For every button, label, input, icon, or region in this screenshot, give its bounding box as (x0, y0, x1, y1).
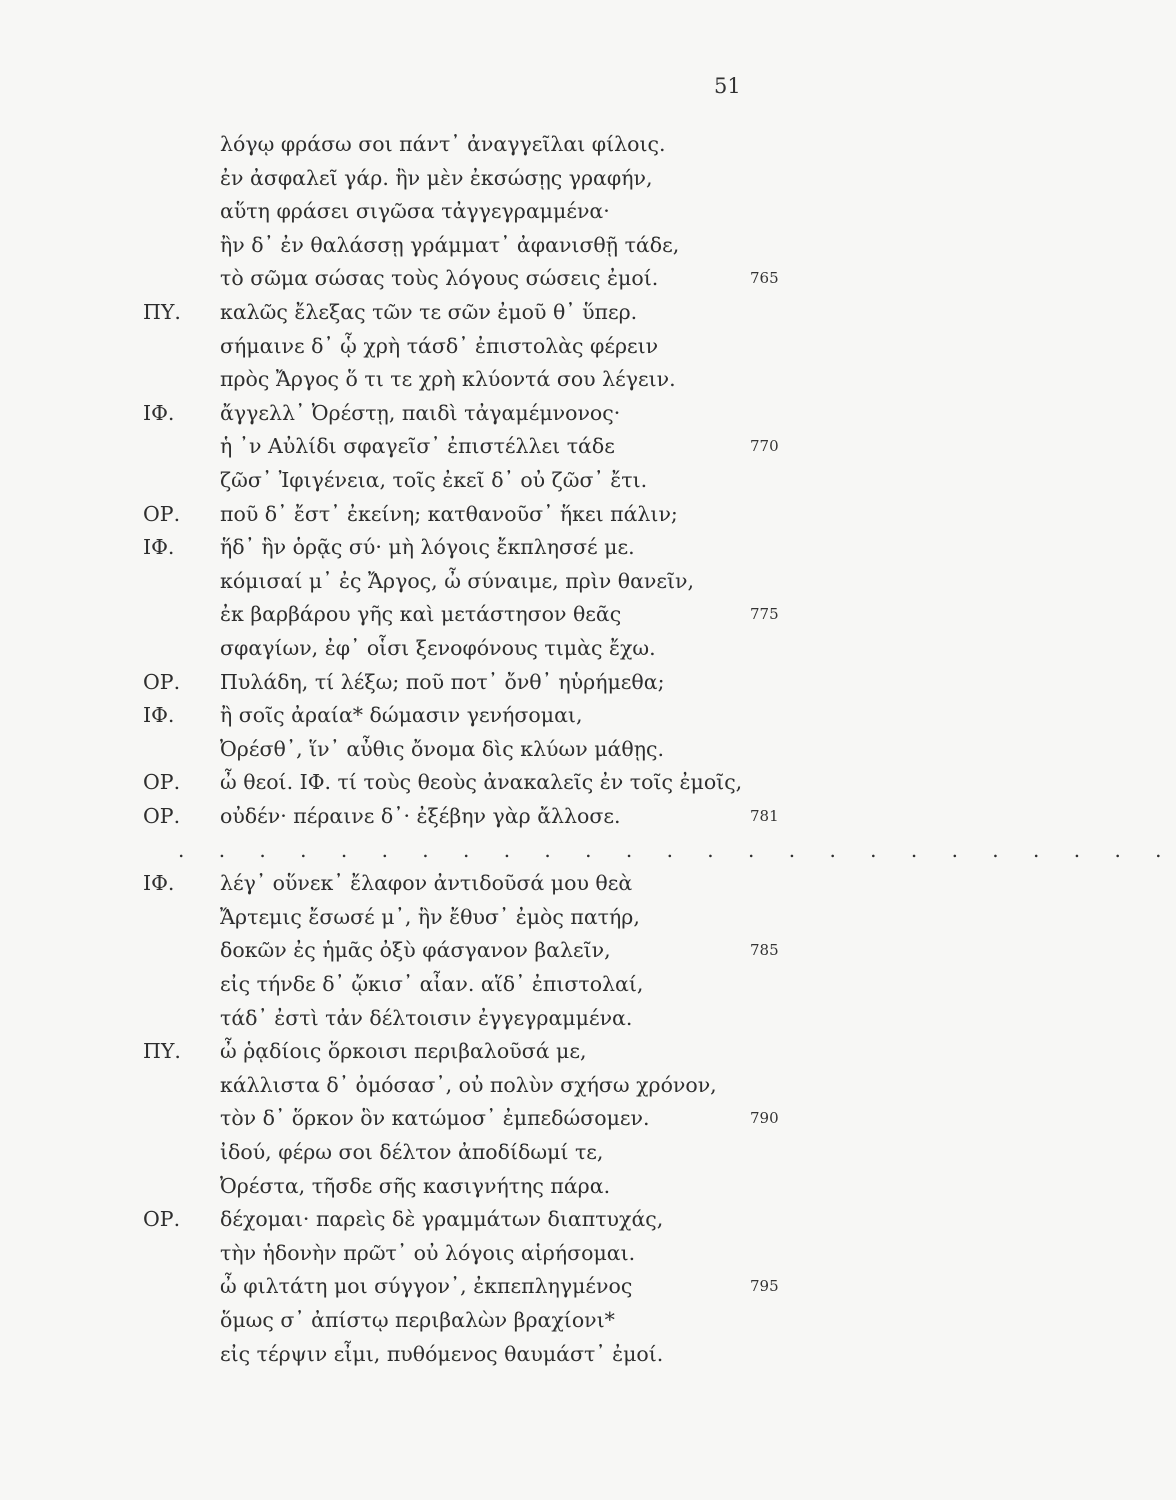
speaker-label: ΟΡ. (143, 1207, 181, 1232)
verse-line (0, 967, 924, 1001)
verse-text: ἰδού, φέρω σοι δέλτον ἀποδίδωμί τε, (220, 1140, 604, 1164)
verse-text: Πυλάδη, τί λέξω; ποῦ ποτ᾽ ὄνθ᾽ ηὑρήμεθα; (220, 669, 665, 694)
verse-text: σήμαινε δ᾽ ᾧ χρὴ τάσδ᾽ ἐπιστολὰς φέρειν (220, 333, 659, 358)
verse-text: ἡ ᾽ν Αὐλίδι σφαγεῖσ᾽ ἐπιστέλλει τάδε (220, 434, 615, 459)
verse-text: ἄγγελλ᾽ Ὀρέστῃ, παιδὶ τἀγαμέμνονος· (220, 400, 621, 425)
verse-line (0, 1135, 924, 1169)
verse-text: ἢν δ᾽ ἐν θαλάσσῃ γράμματ᾽ ἀφανισθῇ τάδε, (220, 232, 680, 257)
verse-text: ποῦ δ᾽ ἔστ᾽ ἐκείνη; κατθανοῦσ᾽ ἥκει πάλιν; (220, 501, 678, 526)
verse-line (0, 1269, 924, 1303)
verse-text: σφαγίων, ἐφ᾽ οἷσι ξενοφόνους τιμὰς ἔχω. (220, 636, 656, 660)
verse-line (0, 933, 924, 967)
verse-text: Ὀρέσθ᾽, ἵν᾽ αὖθις ὄνομα δὶς κλύων μάθῃς. (220, 736, 665, 761)
speaker-label: ΠΥ. (143, 300, 181, 324)
speaker-label: ΟΡ. (143, 804, 181, 828)
speaker-label: ΙΦ. (143, 400, 175, 425)
verse-text: δέχομαι· παρεὶς δὲ γραμμάτων διαπτυχάς, (220, 1207, 664, 1232)
verse-text: ὦ ῥᾳδίοις ὅρκοισι περιβαλοῦσά με, (220, 1039, 587, 1064)
verse-text: καλῶς ἔλεξας τῶν τε σῶν ἐμοῦ θ᾽ ὕπερ. (220, 300, 638, 324)
verse-line (0, 698, 924, 732)
verse-line (0, 295, 924, 329)
verse-line (0, 564, 924, 598)
verse-line (0, 597, 924, 631)
verse-text: αὕτη φράσει σιγῶσα τἀγγεγραμμένα· (220, 199, 610, 224)
page-number: 51 (714, 74, 741, 98)
line-number: 781 (750, 807, 779, 825)
verse-line (0, 362, 924, 396)
verse-text: τάδ᾽ ἐστὶ τἀν δέλτοισιν ἐγγεγραμμένα. (220, 1005, 633, 1030)
verse-line (0, 228, 924, 262)
verse-text: λόγῳ φράσω σοι πάντ᾽ ἀναγγεῖλαι φίλοις. (220, 132, 666, 156)
verse-line (0, 1034, 924, 1068)
verse-text: τὸ σῶμα σώσας τοὺς λόγους σώσεις ἐμοί. (220, 266, 659, 291)
verse-text: εἰς τήνδε δ᾽ ᾤκισ᾽ αἶαν. αἵδ᾽ ἐπιστολαί, (220, 972, 644, 996)
verse-line (0, 194, 924, 228)
verse-line (0, 1236, 924, 1270)
verse-text: ὦ φιλτάτη μοι σύγγον᾽, ἐκπεπληγμένος (220, 1274, 633, 1299)
verse-text: ἥδ᾽ ἣν ὁρᾷς σύ· μὴ λόγοις ἔκπλησσέ με. (220, 535, 635, 560)
verse-text: λέγ᾽ οὕνεκ᾽ ἔλαφον ἀντιδοῦσά μου θεὰ (220, 871, 633, 896)
verse-line (0, 329, 924, 363)
verse-line (0, 900, 924, 934)
verse-line (0, 732, 924, 766)
verse-text: πρὸς Ἄργος ὅ τι τε χρὴ κλύοντά σου λέγειν. (220, 367, 676, 392)
line-number: 785 (750, 941, 779, 960)
verse-line (0, 1337, 924, 1371)
verse-text: ἐκ βαρβάρου γῆς καὶ μετάστησον θεᾶς (220, 602, 622, 627)
verse-text: τὴν ἡδονὴν πρῶτ᾽ οὐ λόγοις αἱρήσομαι. (220, 1240, 636, 1265)
verse-line (0, 1001, 924, 1035)
line-number: 765 (750, 269, 779, 288)
verse-text: ἐν ἀσφαλεῖ γάρ. ἣν μὲν ἐκσώσῃς γραφήν, (220, 165, 653, 190)
verse-text: Ἄρτεμις ἔσωσέ μ᾽, ἣν ἔθυσ᾽ ἐμὸς πατήρ, (220, 904, 640, 929)
line-number: 795 (750, 1277, 779, 1296)
verse-text: ὅμως σ᾽ ἀπίστῳ περιβαλὼν βραχίονι* (220, 1308, 615, 1332)
verse-text: κόμισαί μ᾽ ἐς Ἄργος, ὦ σύναιμε, πρὶν θανεῖν, (220, 568, 695, 593)
verse-text: κάλλιστα δ᾽ ὀμόσασ᾽, οὐ πολὺν σχήσω χρόνον, (220, 1072, 717, 1097)
verse-text: τὸν δ᾽ ὅρκον ὃν κατώμοσ᾽ ἐμπεδώσομεν. (220, 1106, 650, 1131)
ellipsis-dots: . . . . . . . . . . . . . . . . . . . . . . . . . (178, 837, 1176, 862)
speaker-label: ΠΥ. (143, 1039, 181, 1064)
verse-text: οὐδέν· πέραινε δ᾽· ἐξέβην γὰρ ἄλλοσε. (220, 804, 621, 828)
verse-text: Ὀρέστα, τῆσδε σῆς κασιγνήτης πάρα. (220, 1173, 611, 1198)
verse-line (0, 1303, 924, 1337)
verse-line (0, 765, 924, 799)
verse-line (0, 866, 924, 900)
verse-line (0, 261, 924, 295)
speaker-label: ΙΦ. (143, 535, 175, 560)
verse-text: ζῶσ᾽ Ἰφιγένεια, τοῖς ἐκεῖ δ᾽ οὐ ζῶσ᾽ ἔτι. (220, 468, 648, 492)
verse-line (0, 631, 924, 665)
speaker-label: ΙΦ. (143, 871, 175, 896)
verse-line (0, 1101, 924, 1135)
verse-text: ὦ θεοί. ΙΦ. τί τοὺς θεοὺς ἀνακαλεῖς ἐν τοῖς ἐμοῖς, (220, 770, 743, 795)
speaker-label: ΟΡ. (143, 770, 181, 795)
verse-line (0, 833, 1176, 867)
speaker-label: ΙΦ. (143, 703, 175, 728)
verse-line (0, 463, 924, 497)
verse-line (0, 1202, 924, 1236)
verse-text: δοκῶν ἐς ἡμᾶς ὀξὺ φάσγανον βαλεῖν, (220, 938, 611, 963)
speaker-label: ΟΡ. (143, 669, 181, 694)
line-number: 790 (750, 1109, 779, 1128)
verse-line (0, 161, 924, 195)
verse-text: ἢ σοῖς ἀραία* δώμασιν γενήσομαι, (220, 703, 583, 728)
verse-line (0, 127, 924, 161)
verse-line (0, 665, 924, 699)
line-number: 775 (750, 605, 779, 624)
speaker-label: ΟΡ. (143, 501, 181, 526)
line-number: 770 (750, 437, 779, 456)
verse-line (0, 1169, 924, 1203)
verse-line (0, 497, 924, 531)
verse-line (0, 799, 924, 833)
verse-line (0, 1068, 924, 1102)
verse-line (0, 530, 924, 564)
verse-line (0, 396, 924, 430)
verse-text: εἰς τέρψιν εἶμι, πυθόμενος θαυμάστ᾽ ἐμοί. (220, 1341, 664, 1366)
verse-line (0, 429, 924, 463)
